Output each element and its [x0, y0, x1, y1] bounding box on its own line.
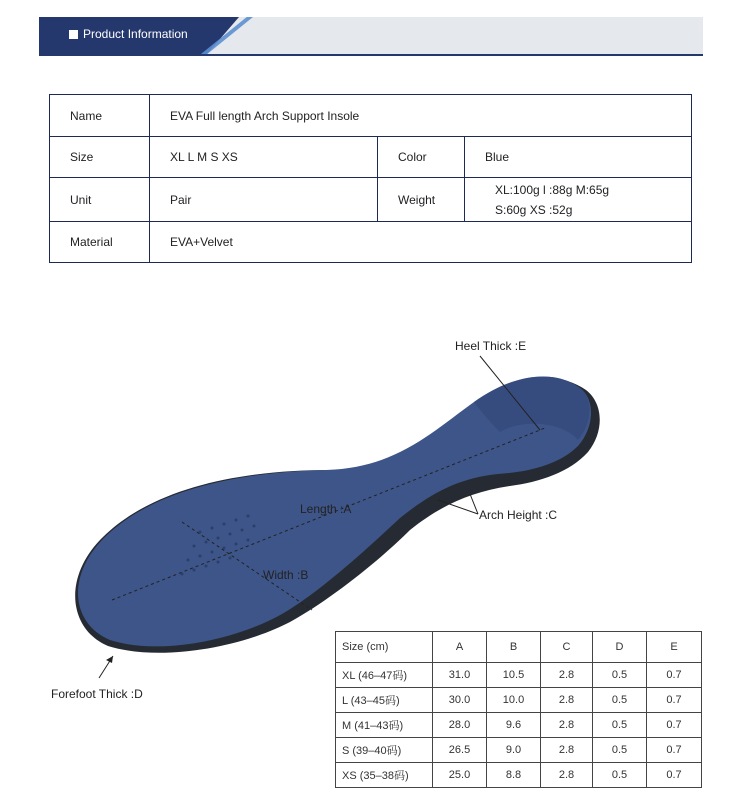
value-cell: 31.0: [433, 663, 487, 688]
value-cell: 0.7: [647, 738, 702, 763]
material-label: Material: [50, 222, 150, 263]
value-cell: 0.7: [647, 663, 702, 688]
value-cell: 0.7: [647, 763, 702, 788]
weight-line-1: XL:100g l :88g M:65g: [495, 182, 610, 197]
unit-value: Pair: [150, 178, 378, 222]
value-cell: 30.0: [433, 688, 487, 713]
table-row: [50, 222, 692, 263]
weight-label: Weight: [378, 178, 465, 222]
table-row: [336, 663, 702, 688]
value-cell: 2.8: [541, 763, 593, 788]
table-row: [50, 137, 692, 178]
value-cell: 2.8: [541, 738, 593, 763]
value-cell: 10.5: [487, 663, 541, 688]
col-header: C: [541, 632, 593, 663]
size-table: [335, 631, 702, 788]
forefoot-thick-label: Forefoot Thick :D: [51, 687, 143, 701]
table-row: [336, 713, 702, 738]
value-cell: 0.5: [593, 738, 647, 763]
weight-value: [465, 178, 692, 222]
value-cell: 9.6: [487, 713, 541, 738]
color-label: Color: [378, 137, 465, 178]
size-value: XL L M S XS: [150, 137, 378, 178]
section-title: Product Information: [83, 27, 188, 41]
section-banner: [39, 17, 703, 54]
value-cell: 9.0: [487, 738, 541, 763]
value-cell: 0.5: [593, 763, 647, 788]
size-cell: XS (35–38码): [336, 763, 433, 788]
value-cell: 10.0: [487, 688, 541, 713]
name-value: EVA Full length Arch Support Insole: [150, 95, 692, 137]
table-row: [50, 178, 692, 222]
arch-height-label: Arch Height :C: [479, 508, 558, 522]
size-label: Size: [50, 137, 150, 178]
value-cell: 2.8: [541, 713, 593, 738]
col-header: B: [487, 632, 541, 663]
color-value: Blue: [465, 137, 692, 178]
unit-label: Unit: [50, 178, 150, 222]
length-label: Length :A: [300, 502, 352, 516]
size-cell: S (39–40码): [336, 738, 433, 763]
banner-underline: [39, 54, 703, 56]
table-row: [336, 763, 702, 788]
value-cell: 2.8: [541, 688, 593, 713]
value-cell: 0.5: [593, 713, 647, 738]
weight-line-2: S:60g XS :52g: [495, 202, 573, 217]
col-header: E: [647, 632, 702, 663]
heel-thick-label: Heel Thick :E: [455, 339, 527, 353]
name-label: Name: [50, 95, 150, 137]
width-label: Width :B: [263, 568, 309, 582]
value-cell: 25.0: [433, 763, 487, 788]
table-row: [336, 688, 702, 713]
col-header: A: [433, 632, 487, 663]
size-cell: XL (46–47码): [336, 663, 433, 688]
size-cell: L (43–45码): [336, 688, 433, 713]
value-cell: 0.5: [593, 663, 647, 688]
material-value: EVA+Velvet: [150, 222, 692, 263]
col-header: D: [593, 632, 647, 663]
value-cell: 2.8: [541, 663, 593, 688]
value-cell: 8.8: [487, 763, 541, 788]
square-icon: [69, 30, 78, 39]
value-cell: 26.5: [433, 738, 487, 763]
size-cell: M (41–43码): [336, 713, 433, 738]
value-cell: 0.7: [647, 688, 702, 713]
table-row: [336, 738, 702, 763]
value-cell: 0.5: [593, 688, 647, 713]
col-header: Size (cm): [336, 632, 433, 663]
value-cell: 0.7: [647, 713, 702, 738]
size-table-header: [336, 632, 702, 663]
table-row: [50, 95, 692, 137]
product-info-table: [49, 94, 692, 263]
value-cell: 28.0: [433, 713, 487, 738]
